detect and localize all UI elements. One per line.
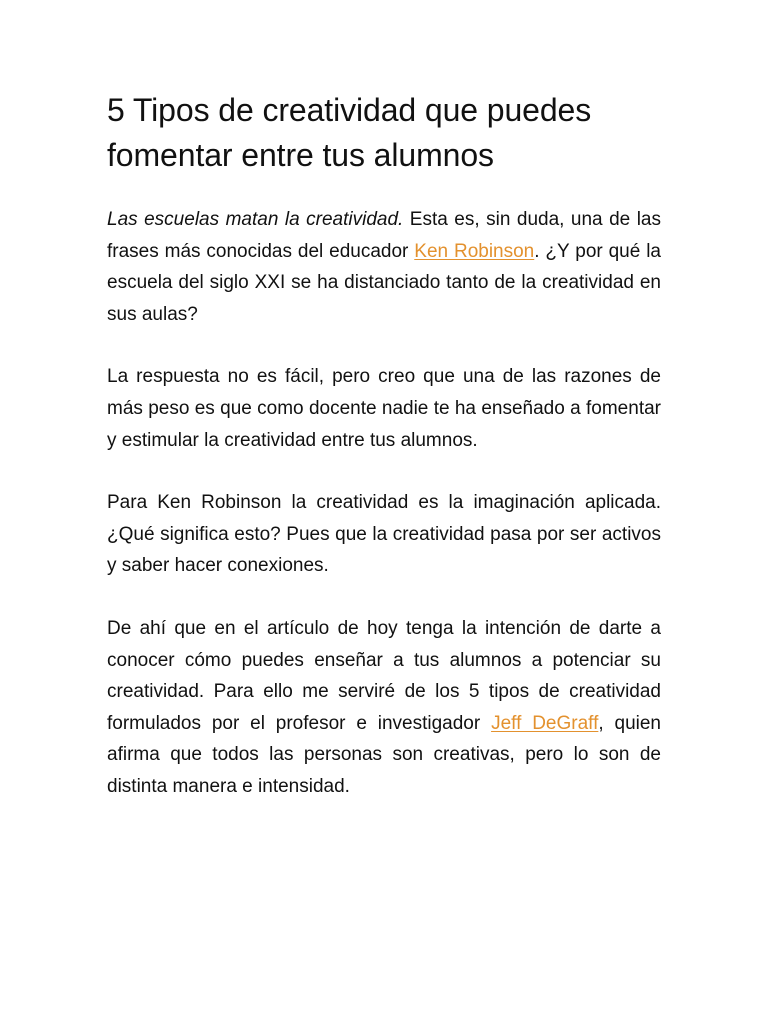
paragraph-intro (107, 204, 661, 330)
paragraph-text: , quien afirma que todos las personas son creativas, pero lo son de distinta manera e intensidad. (107, 712, 661, 797)
ken-robinson-link[interactable]: Ken Robinson (414, 240, 535, 262)
jeff-degraff-link[interactable]: Jeff DeGraff (491, 712, 599, 734)
quote-italic: Las escuelas matan la creatividad. (107, 209, 404, 230)
page-title: 5 Tipos de creatividad que puedes fomentar entre tus alumnos (107, 92, 592, 173)
article (107, 88, 661, 803)
paragraph-purpose (107, 613, 661, 803)
paragraph-definition: Para Ken Robinson la creatividad es la imaginación aplicada. ¿Qué significa esto? Pues que la creatividad pasa por ser activos y saber hacer conexiones. (107, 492, 661, 577)
paragraph-text: De ahí que en el artículo de hoy tenga la intención de darte a conocer cómo puedes enseñar a tus alumnos a potenciar su creatividad. Para ello me serviré de los 5 tipos de creatividad formulados por el profesor e investigador (107, 617, 661, 734)
paragraph-text: Esta es, sin duda, una de las frases más conocidas del educador (107, 209, 661, 262)
paragraph-text: . ¿Y por qué la escuela del siglo XXI se ha distanciado tanto de la creatividad en sus aulas? (107, 240, 661, 325)
paragraph-answer: La respuesta no es fácil, pero creo que una de las razones de más peso es que como docente nadie te ha enseñado a fomentar y estimular la creatividad entre tus alumnos. (107, 366, 661, 451)
